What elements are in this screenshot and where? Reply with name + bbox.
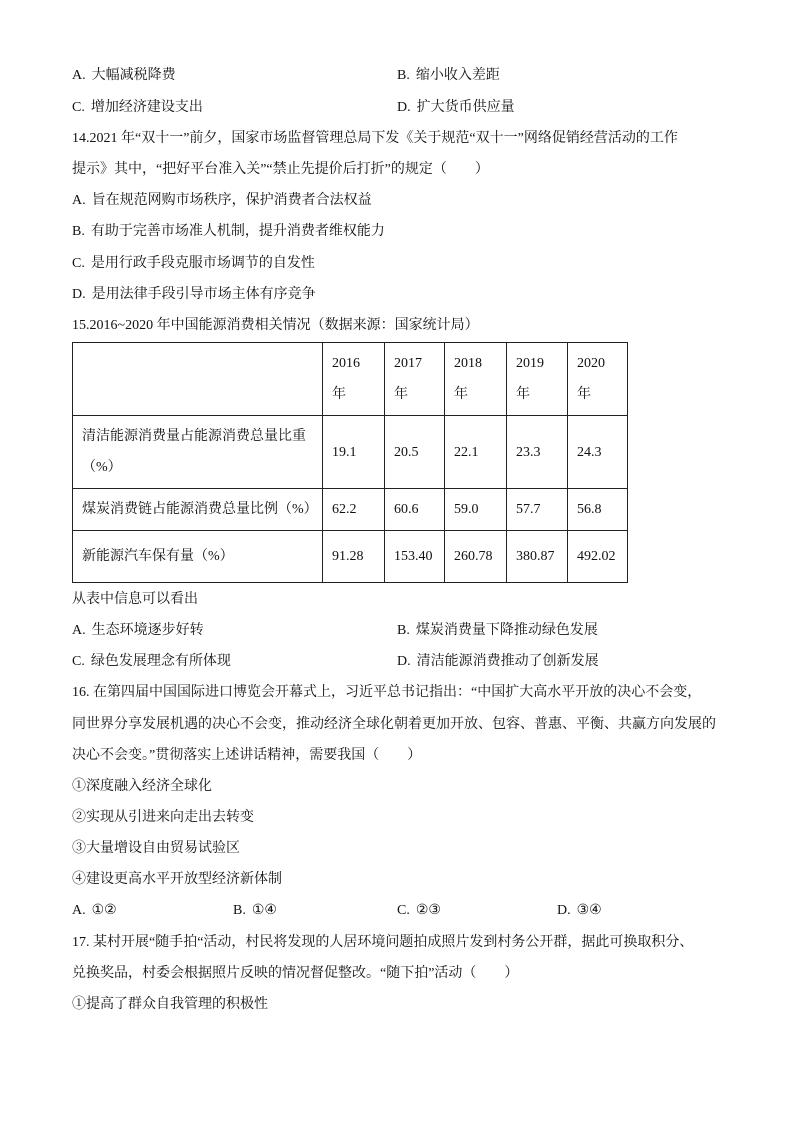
- q16-option-c: [397, 901, 441, 921]
- year-unit: 年: [394, 387, 408, 402]
- q16-stem-line-2: 同世界分享发展机遇的决心不会变，推动经济全球化朝着更加开放、包容、普惠、平衡、共赢方向发展的: [72, 717, 716, 732]
- q13-option-b: [397, 66, 500, 86]
- row-label-cell: 新能源汽车保有量（%）: [73, 531, 323, 583]
- year-value: 2020: [577, 356, 605, 371]
- q15-option-c: [72, 652, 231, 672]
- option-label: D.: [397, 654, 411, 669]
- q17-stem-line-1: 17. 某村开展“随手拍“活动，村民将发现的人居环境问题拍成照片发到村务公开群，据此可换取积分、: [72, 935, 694, 950]
- row-label-cell: 清洁能源消费量占能源消费总量比重（%）: [73, 416, 323, 489]
- option-label: A.: [72, 623, 86, 638]
- value-cell: 23.3: [507, 416, 568, 489]
- option-label: C.: [397, 903, 410, 918]
- q16-option-a: [72, 901, 117, 921]
- q16-statement-3: ③大量增设自由贸易试验区: [72, 841, 240, 856]
- q17-stem-line-2: 兑换奖品，村委会根据照片反映的情况督促整改。“随下拍”活动（ ）: [72, 966, 519, 981]
- q15-prompt: 从表中信息可以看出: [72, 592, 198, 607]
- option-label: D.: [557, 903, 571, 918]
- year-value: 2017: [394, 356, 422, 371]
- option-label: D.: [397, 100, 411, 115]
- option-text: 大幅减税降费: [91, 68, 176, 83]
- q16-stem-line-3: 决心不会变。”贯彻落实上述讲话精神，需要我国（ ）: [72, 748, 422, 763]
- option-text: 旨在规范网购市场秩序，保护消费者合法权益: [91, 193, 372, 208]
- year-unit: 年: [577, 387, 591, 402]
- option-text: 增加经济建设支出: [90, 100, 203, 115]
- q14-option-b: [72, 222, 385, 242]
- year-unit: 年: [516, 387, 530, 402]
- value-cell: 492.02: [568, 531, 628, 583]
- option-label: B.: [397, 623, 410, 638]
- value-cell: 60.6: [385, 489, 445, 531]
- option-label: A.: [72, 903, 86, 918]
- year-unit: 年: [454, 387, 468, 402]
- option-label: C.: [72, 654, 85, 669]
- q14-option-c: [72, 254, 315, 274]
- q13-option-a: [72, 66, 176, 86]
- energy-consumption-table: [72, 342, 628, 583]
- option-text: ②③: [415, 903, 441, 918]
- q16-statement-4: ④建设更高水平开放型经济新体制: [72, 872, 282, 887]
- value-cell: 57.7: [507, 489, 568, 531]
- year-value: 2019: [516, 356, 544, 371]
- year-header-cell: [323, 343, 385, 416]
- table-header-row: [73, 343, 628, 416]
- q13-option-d: [397, 98, 515, 118]
- year-header-cell: [445, 343, 507, 416]
- option-text: 生态环境逐步好转: [91, 623, 204, 638]
- option-text: 清洁能源消费推动了创新发展: [416, 654, 599, 669]
- option-text: 扩大货币供应量: [416, 100, 515, 115]
- q16-statement-2: ②实现从引进来向走出去转变: [72, 810, 254, 825]
- year-header-cell: [385, 343, 445, 416]
- year-header-cell: [507, 343, 568, 416]
- table-row: [73, 531, 628, 583]
- value-cell: 91.28: [323, 531, 385, 583]
- table-corner-cell: [73, 343, 323, 416]
- q15-option-d: [397, 652, 599, 672]
- value-cell: 380.87: [507, 531, 568, 583]
- q16-statement-1: ①深度融入经济全球化: [72, 779, 212, 794]
- q15-option-b: [397, 621, 598, 641]
- value-cell: 20.5: [385, 416, 445, 489]
- q15-stem: 15.2016~2020 年中国能源消费相关情况（数据来源：国家统计局）: [72, 318, 479, 333]
- option-text: 缩小收入差距: [415, 68, 500, 83]
- option-text: 是用法律手段引导市场主体有序竞争: [91, 287, 316, 302]
- q16-option-d: [557, 901, 602, 921]
- value-cell: 22.1: [445, 416, 507, 489]
- option-text: ①②: [91, 903, 117, 918]
- option-text: ①④: [251, 903, 277, 918]
- option-label: B.: [233, 903, 246, 918]
- q14-option-d: [72, 285, 316, 305]
- table-row: [73, 489, 628, 531]
- year-unit: 年: [332, 387, 346, 402]
- q16-option-b: [233, 901, 277, 921]
- table-row: [73, 416, 628, 489]
- value-cell: 59.0: [445, 489, 507, 531]
- option-label: D.: [72, 287, 86, 302]
- option-text: 是用行政手段克服市场调节的自发性: [90, 256, 315, 271]
- option-text: ③④: [576, 903, 602, 918]
- q14-option-a: [72, 191, 372, 211]
- option-label: C.: [72, 100, 85, 115]
- option-text: 绿色发展理念有所体现: [90, 654, 231, 669]
- year-header-cell: [568, 343, 628, 416]
- row-label-cell: 煤炭消费链占能源消费总量比例（%）: [73, 489, 323, 531]
- value-cell: 24.3: [568, 416, 628, 489]
- option-label: B.: [72, 224, 85, 239]
- value-cell: 153.40: [385, 531, 445, 583]
- value-cell: 19.1: [323, 416, 385, 489]
- value-cell: 62.2: [323, 489, 385, 531]
- q13-option-c: [72, 98, 203, 118]
- year-value: 2018: [454, 356, 482, 371]
- option-label: A.: [72, 193, 86, 208]
- q15-option-a: [72, 621, 204, 641]
- q14-stem-line-1: 14.2021 年“双十一”前夕，国家市场监督管理总局下发《关于规范“双十一”网络促销经营活动的工作: [72, 131, 678, 146]
- option-label: A.: [72, 68, 86, 83]
- q17-statement-1: ①提高了群众自我管理的积极性: [72, 997, 268, 1012]
- option-text: 煤炭消费量下降推动绿色发展: [415, 623, 598, 638]
- year-value: 2016: [332, 356, 360, 371]
- option-label: C.: [72, 256, 85, 271]
- q14-stem-line-2: 提示》其中，“把好平台准入关”“禁止先提价后打折”的规定（ ）: [72, 162, 489, 177]
- option-label: B.: [397, 68, 410, 83]
- option-text: 有助于完善市场准人机制，提升消费者维权能力: [90, 224, 385, 239]
- value-cell: 56.8: [568, 489, 628, 531]
- value-cell: 260.78: [445, 531, 507, 583]
- q16-stem-line-1: 16. 在第四届中国国际进口博览会开幕式上，习近平总书记指出：“中国扩大高水平开放的决心不会变，: [72, 685, 702, 700]
